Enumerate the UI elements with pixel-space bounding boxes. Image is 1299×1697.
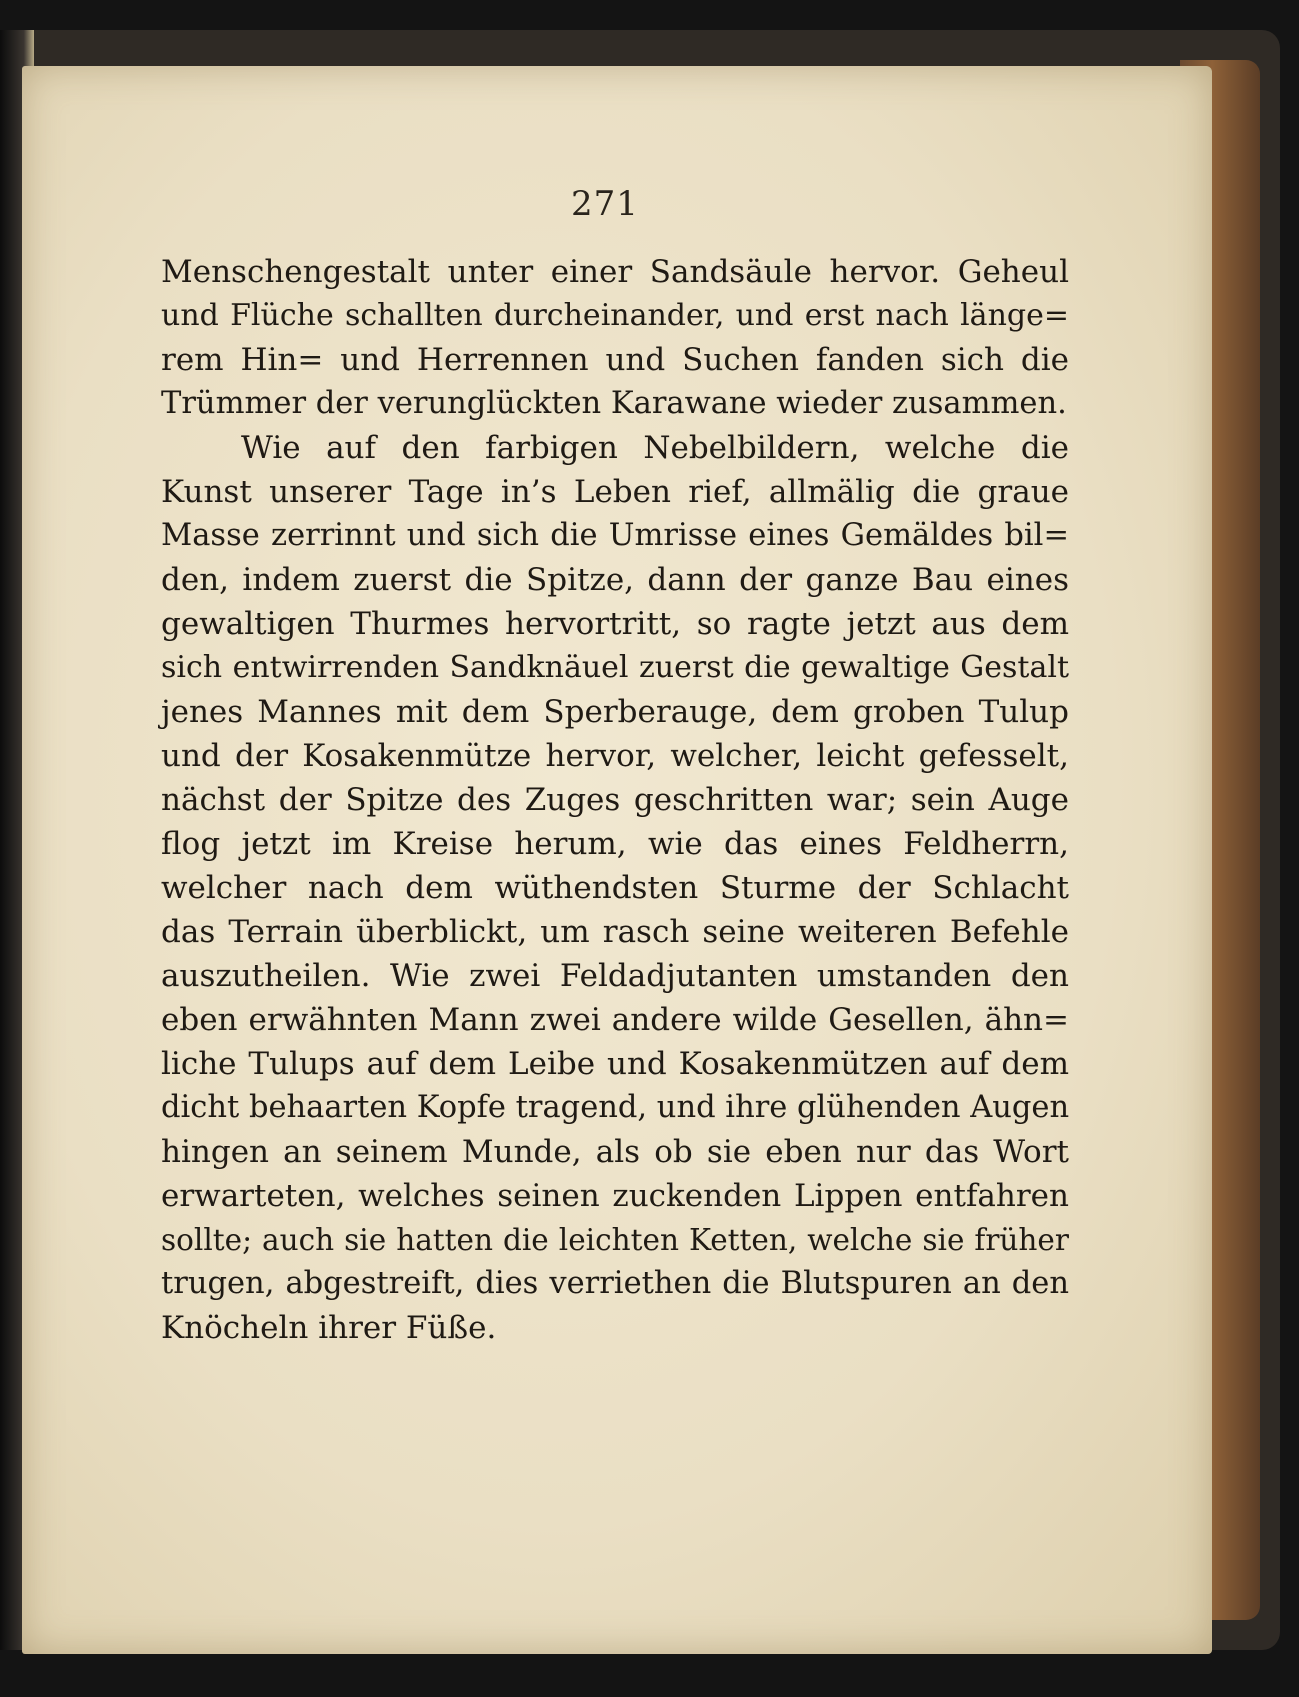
text-line: sich entwirrenden Sandknäuel zuerst die gewaltige Gestalt [161, 650, 1069, 685]
text-line: nächst der Spitze des Zuges geschritten war; sein Auge [161, 782, 1069, 818]
text-line: liche Tulups auf dem Leibe und Kosakenmützen auf dem [161, 1046, 1069, 1082]
text-line: Kunst unserer Tage in’s Leben rief, allmälig die graue [161, 474, 1069, 510]
text-line: auszutheilen. Wie zwei Feldadjutanten umstanden den [161, 958, 1069, 994]
text-line: trugen, abgestreift, dies verriethen die Blutspuren an den [161, 1266, 1069, 1301]
text-line: erwarteten, welches seinen zuckenden Lippen entfahren [161, 1178, 1069, 1214]
text-line: gewaltigen Thurmes hervortritt, so ragte jetzt aus dem [161, 606, 1069, 642]
text-line: sollte; auch sie hatten die leichten Ketten, welche sie früher [161, 1223, 1069, 1257]
text-line: rem Hin= und Herrennen und Suchen fanden sich die [161, 342, 1069, 378]
text-line: das Terrain überblickt, um rasch seine weiteren Befehle [161, 914, 1069, 950]
text-line: und der Kosakenmütze hervor, welcher, leicht gefesselt, [161, 738, 1069, 774]
text-line: Trümmer der verunglückten Karawane wieder zusammen. [161, 386, 1067, 421]
text-line: jenes Mannes mit dem Sperberauge, dem groben Tulup [161, 694, 1069, 730]
text-line: den, indem zuerst die Spitze, dann der ganze Bau eines [161, 562, 1069, 598]
page-body-text [161, 250, 1069, 1350]
text-line: Masse zerrinnt und sich die Umrisse eines Gemäldes bil= [161, 518, 1069, 553]
text-line: Knöcheln ihrer Füße. [161, 1310, 497, 1346]
text-line: welcher nach dem wüthendsten Sturme der Schlacht [161, 870, 1069, 906]
page-number: 271 [571, 184, 639, 224]
book-page [22, 66, 1212, 1654]
text-line: eben erwähnten Mann zwei andere wilde Gesellen, ähn= [161, 1002, 1069, 1038]
text-line: hingen an seinem Munde, als ob sie eben nur das Wort [161, 1134, 1069, 1170]
text-line: Wie auf den farbigen Nebelbildern, welche die [241, 430, 1069, 466]
text-line: dicht behaarten Kopfe tragend, und ihre glühenden Augen [161, 1090, 1070, 1125]
text-line: und Flüche schallten durcheinander, und erst nach länge= [161, 298, 1069, 333]
text-line: flog jetzt im Kreise herum, wie das eines Feldherrn, [161, 826, 1069, 862]
text-line: Menschengestalt unter einer Sandsäule hervor. Geheul [161, 254, 1069, 290]
